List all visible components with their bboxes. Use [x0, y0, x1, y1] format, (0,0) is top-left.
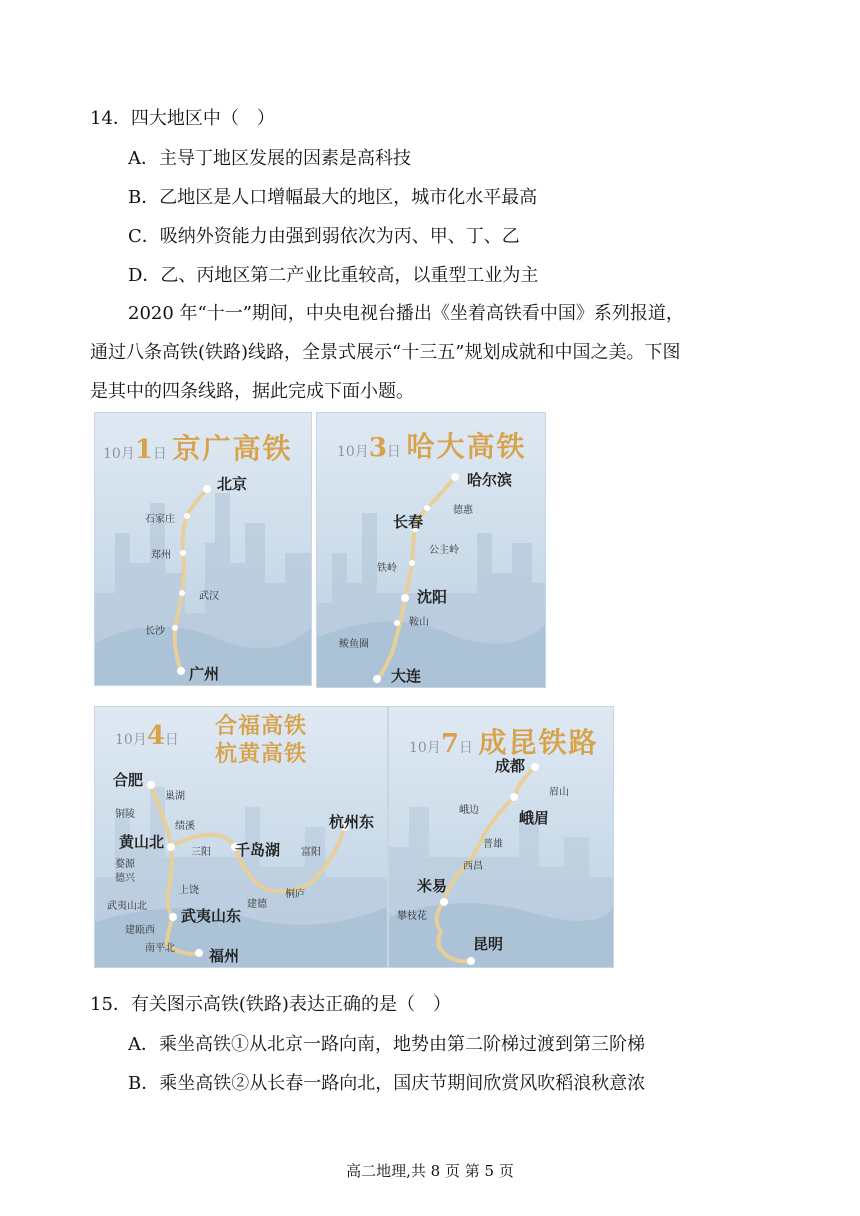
town-label: 峨边 — [459, 805, 479, 816]
city-label: 米易 — [417, 877, 448, 895]
town-label: 德惠 — [453, 505, 473, 516]
town-label: 桐庐 — [285, 889, 305, 900]
town-label: 铜陵 — [115, 809, 135, 820]
chengkun-title: 成昆铁路 — [478, 726, 599, 759]
q14-option-b: B．乙地区是人口增幅最大的地区，城市化水平最高 — [128, 187, 538, 208]
town-label: 西昌 — [463, 861, 483, 872]
hada-day-suffix: 日 — [386, 444, 401, 460]
city-label: 杭州东 — [329, 813, 375, 831]
town-label: 郑州 — [151, 550, 171, 561]
hada-title: 哈大高铁 — [406, 430, 527, 463]
town-label: 鞍山 — [409, 617, 429, 628]
q15-option-a: A．乘坐高铁①从北京一路向南，地势由第二阶梯过渡到第三阶梯 — [128, 1034, 645, 1055]
q14-stem: 14．四大地区中（ ） — [90, 108, 275, 129]
town-label: 武夷山北 — [107, 901, 147, 912]
town-label: 眉山 — [549, 787, 569, 798]
town-label: 巢湖 — [165, 791, 185, 802]
town-label: 鲅鱼圈 — [339, 639, 369, 650]
city-label: 千岛湖 — [235, 841, 281, 859]
city-label: 哈尔滨 — [467, 471, 513, 489]
jingguang-title: 京广高铁 — [172, 432, 293, 465]
town-label: 公主岭 — [429, 545, 459, 556]
town-label: 普雄 — [483, 839, 503, 850]
town-label: 绩溪 — [175, 821, 195, 832]
town-label: 建德 — [247, 899, 267, 910]
town-label: 建瓯西 — [125, 925, 155, 936]
town-label: 南平北 — [145, 943, 175, 954]
chengkun-day-suffix: 日 — [458, 740, 473, 756]
hefu-title-1: 合福高铁 — [215, 713, 308, 739]
hefu-date: 10月 — [115, 732, 147, 748]
city-label: 合肥 — [113, 771, 144, 789]
city-label: 黄山北 — [119, 833, 165, 851]
city-label: 大连 — [391, 667, 422, 685]
town-label: 长沙 — [145, 626, 165, 637]
jingguang-day-suffix: 日 — [152, 446, 167, 462]
map-hada — [316, 412, 546, 688]
q15-option-b: B．乘坐高铁②从长春一路向北，国庆节期间欣赏风吹稻浪秋意浓 — [128, 1073, 646, 1094]
chengkun-day: 7 — [440, 729, 459, 759]
q14-option-a: A．主导丁地区发展的因素是高科技 — [128, 148, 411, 169]
intro-line-2: 通过八条高铁(铁路)线路，全景式展示“十三五”规划成就和中国之美。下图 — [90, 342, 681, 363]
page-footer: 高二地理,共 8 页 第 5 页 — [346, 1162, 514, 1180]
intro-line-1: 2020 年“十一”期间，中央电视台播出《坐着高铁看中国》系列报道， — [128, 303, 684, 324]
q14-option-c: C．吸纳外资能力由强到弱依次为丙、甲、丁、乙 — [128, 226, 520, 247]
town-label: 德兴 — [115, 873, 135, 884]
town-label: 武汉 — [199, 591, 219, 602]
city-label: 峨眉 — [519, 809, 550, 827]
town-label: 铁岭 — [377, 563, 397, 574]
hada-day: 3 — [368, 433, 387, 463]
town-label: 上饶 — [179, 885, 199, 896]
city-label: 福州 — [209, 947, 240, 965]
map-chengkun — [388, 706, 614, 968]
map-jingguang — [94, 412, 312, 686]
town-label: 三阳 — [191, 847, 211, 858]
chengkun-date: 10月 — [409, 740, 441, 756]
jingguang-day: 1 — [134, 435, 153, 465]
city-label: 沈阳 — [417, 588, 448, 606]
city-label: 成都 — [495, 757, 526, 775]
town-label: 婺源 — [115, 859, 135, 870]
q15-stem: 15．有关图示高铁(铁路)表达正确的是（ ） — [90, 994, 451, 1015]
town-label: 攀枝花 — [397, 911, 427, 922]
hada-date: 10月 — [337, 444, 369, 460]
map-hefu-hanghuang — [94, 706, 388, 968]
city-label: 广州 — [189, 665, 220, 683]
hefu-day-suffix: 日 — [164, 732, 179, 748]
city-label: 武夷山东 — [181, 907, 242, 925]
city-label: 北京 — [217, 475, 248, 493]
intro-line-3: 是其中的四条线路，据此完成下面小题。 — [90, 381, 414, 402]
city-label: 昆明 — [473, 935, 504, 953]
hefu-day: 4 — [146, 721, 165, 751]
hefu-title-2: 杭黄高铁 — [215, 741, 308, 767]
jingguang-date: 10月 — [103, 446, 135, 462]
city-label: 长春 — [393, 513, 424, 531]
town-label: 富阳 — [301, 847, 321, 858]
q14-option-d: D．乙、丙地区第二产业比重较高，以重型工业为主 — [128, 265, 539, 286]
town-label: 石家庄 — [145, 514, 175, 525]
